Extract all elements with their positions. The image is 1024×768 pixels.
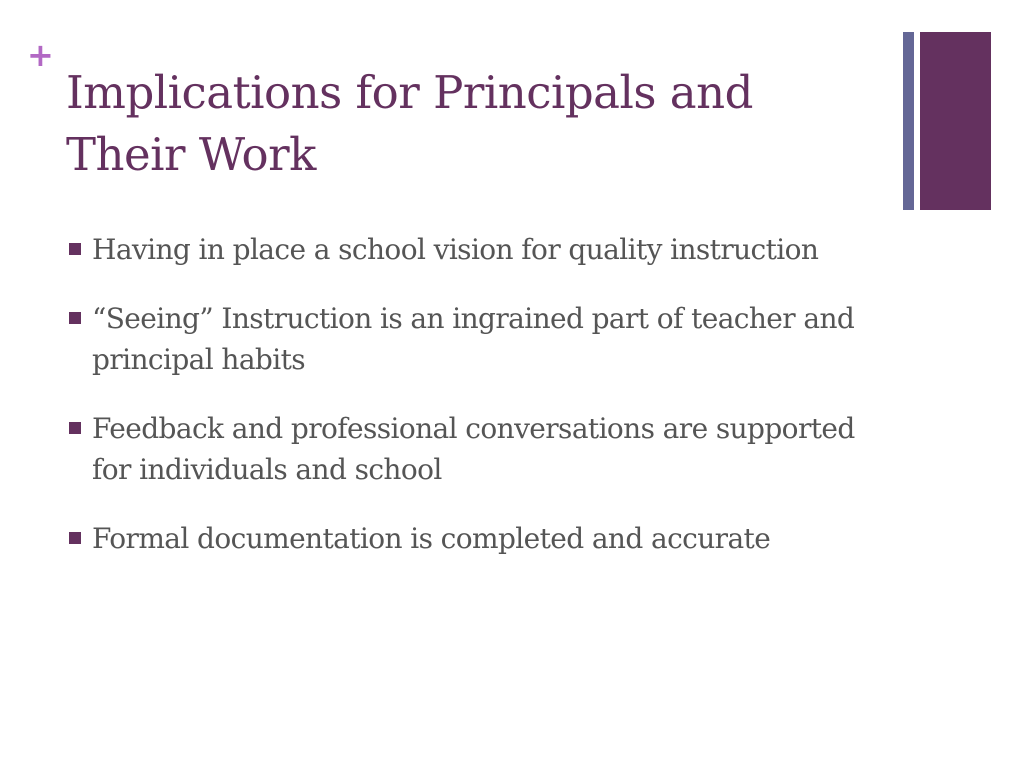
bullet-item — [66, 518, 896, 559]
bullet-item — [66, 408, 896, 490]
bullet-item — [66, 298, 896, 380]
accent-bar-thick — [920, 32, 991, 210]
slide-title-line-1: Implications for Principals and — [66, 66, 753, 119]
bullet-list — [66, 229, 896, 587]
bullet-item — [66, 229, 896, 270]
plus-icon: + — [27, 36, 54, 74]
square-bullet-icon — [69, 312, 81, 324]
square-bullet-icon — [69, 243, 81, 255]
slide-title — [66, 62, 886, 186]
square-bullet-icon — [69, 532, 81, 544]
square-bullet-icon — [69, 422, 81, 434]
slide-title-line-2: Their Work — [66, 128, 316, 181]
accent-bar-thin — [903, 32, 914, 210]
bullet-text: Having in place a school vision for quality instruction — [92, 233, 819, 266]
bullet-text: Feedback and professional conversations are supported for individuals and school — [92, 412, 855, 486]
bullet-text: “Seeing” Instruction is an ingrained part of teacher and principal habits — [92, 302, 855, 376]
bullet-text: Formal documentation is completed and accurate — [92, 522, 771, 555]
